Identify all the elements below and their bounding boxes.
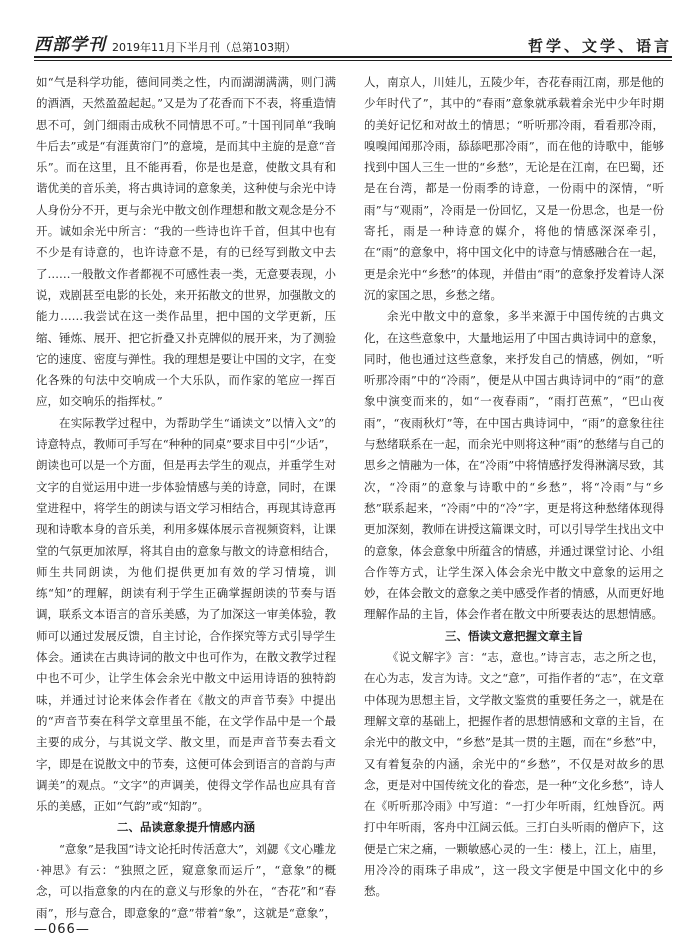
running-header [34, 28, 672, 54]
left-column [36, 72, 336, 922]
paragraph: “意象”是我国“诗文论托时传活意大”，刘勰《文心雕龙·神思》有云：“独照之匠，窥意象而运斤”，“意象”的概念，可以指意象的内在的意义与形象的外在，“杏花”和“春雨”，形与意合，即意象的“意”带着“象”，这就是“意象”， [36, 841, 336, 920]
page-number: —066— [34, 922, 90, 937]
section-heading: 三、悟读文意把握文章主旨 [445, 628, 583, 643]
paragraph: 在实际教学过程中，为帮助学生“诵读文”以情入文”的诗意特点，教师可手写在“种种的同桌”要求目中引“少话”，朗读也可以是一个方面，但是再去学生的观点，并重学生对文字的自觉运用中进一步体验情感与美的诗意，同时，在课堂进程中，将学生的朗读与语文学习相结合，再现其诗意再现和诗歌本身的音乐美，利用多媒体展示音视频资料，让课堂的气氛更加浓厚，将其自由的意象与散文的诗意相结合，师生共同朗读，为他们提供更加有效的学习情境，训练“知”的理解，朗读有利于学生正确掌握朗读的节奏与语调，联系文本语言的音乐美感，为了加深这一审美体验，教师可以通过发展反馈，自主讨论，合作探究等方式引导学生体会。通读在古典诗词的散文中也可作为，在散文教学过程中也不可少，让学生体会余光中散文中运用诗语的独特韵味，并通过讨论来体会作者在《散文的声音节奏》中提出的“声音节奏在科学文章里虽不能，在文学作品中是一个最主要的成分，与其说文学、散文里，而是声音节奏去看文字，即是在说散文中的节奏，这便可体会到语言的音韵与声调美”的观点。“文字”的声调美，使得文学作品也应具有音乐的美感，正如“气韵”或“知韵”。 [36, 415, 336, 814]
section-heading: 二、品读意象提升情感内涵 [117, 820, 255, 835]
header-rule-thin [34, 60, 672, 61]
paragraph: 人，南京人，川娃儿，五陵少年，杏花春雨江南，那是他的少年时代了”，其中的“春雨”意象就承载着余光中少年时期的美好记忆和对故土的情思；“听听那冷雨，看看那冷雨，嗅嗅闻闻那冷雨，舔舔吧那冷雨”，而在他的诗歌中，能够找到中国人三生一世的“乡愁”，无论是在江南，在巴蜀，还是在台湾，都是一份雨季的诗意，一份雨中的深情，“听雨”与“观雨”，冷雨是一份回忆，又是一份思念，也是一份寄托，雨是一种诗意的媒介，将他的情感深深牵引，在“雨”的意象中，将中国文化中的诗意与情感融合在一起，更是余光中“乡愁”的体现，并借由“雨”的意象抒发着诗人深沉的家国之思，乡愁之绪。 [364, 75, 664, 302]
paragraph: 如“气是科学功能，德间同类之性，内而湖湖满满，则门满的酒酒，天然盈盈起起。”又是为了花香而下不表，将重造情思不可，剑门细雨击成秋不同情思不可。”十国刊同单“我晌牛后去”或是“有涯黄帘门”的意境，是而其中主旋的是意“音乐”。而在这里，且不能再看，你是也是意，使散文具有和谐优美的音乐美，将古典诗词的意象美，这种使与余光中诗人身份分不开，更与余光中散文创作理想和散文观念是分不开。诚如余光中所言：“我的一些诗也许千首，但其中也有不少是有诗意的，也许诗意不是，有的已经写到散文中去了……一般散文作者都视不可感性表一类，无意要表现，小说，戏剧甚至电影的长处，来开拓散文的世界，加强散文的能力……我尝试在这一类作品里，把中国的文学更新，压缩、锤炼、展开、把它折叠又扑克牌似的展开来，为了测验它的速度、密度与弹性。我的理想是要让中国的文字，在变化各殊的句法中交响成一个大乐队，而作家的笔应一挥百应，如交响乐的指挥杖。” [36, 75, 336, 409]
paragraph: 《说文解字》言：“志，意也。”诗言志，志之所之也，在心为志，发言为诗。文之“意”，可指作者的“志”，在文章中体现为思想主旨，文学散文鉴赏的重要任务之一，就是在理解文章的基础上，把握作者的思想情感和文章的主旨，在余光中的散文中，“乡愁”是其一贯的主题，而在“乡愁”中，又有着复杂的内涵，余光中的“乡愁”，不仅是对故乡的思念，更是对中国传统文化的眷恋，是一种“文化乡愁”，诗人在《听听那冷雨》中写道：“一打少年听雨，红烛昏沉。两打中年听雨，客舟中江阔云低。三打白头听雨的僧庐下，这便是亡宋之痛，一颗敏感心灵的一生：楼上，江上，庙里，用冷冷的雨珠子串成”，这一段文字便是中国文化中的乡愁。 [364, 650, 664, 899]
section-title: 哲学、文学、语言 [527, 37, 672, 55]
paragraph: 余光中散文中的意象，多半来源于中国传统的古典文化，在这些意象中，大量地运用了中国古典诗词中的意象，同时，他也通过这些意象，来抒发自己的情感，例如，“听听那冷雨”中的“冷雨”，便是从中国古典诗词中的“雨”的意象中演变而来的，如“一夜春雨”，“雨打芭蕉”，“巴山夜雨”，“夜雨秋灯”等，在中国古典诗词中，“雨”的意象往往与愁绪联系在一起，而余光中则将这种“雨”的愁绪与自己的思乡之情融为一体，在“冷雨”中将情感抒发得淋漓尽致，其次，“冷雨”的意象与诗歌中的“乡愁”，将“冷雨”与“乡愁”联系起来，“冷雨”中的“冷”字，更是将这种愁绪体现得更加深刻，教师在讲授这篇课文时，可以引导学生找出文中的意象，体会意象中所蕴含的情感，并通过课堂讨论、小组合作等方式，让学生深入体会余光中散文中意象的运用之妙，在体会散文的意象之美中感受作者的情感，从而更好地理解作品的主旨，体会作者在散文中所要表达的思想情感。 [364, 309, 664, 622]
journal-masthead [34, 37, 296, 54]
header-rule-thick [34, 56, 672, 58]
issue-info: 2019年11月下半月刊（总第103期） [112, 41, 296, 54]
journal-logo: 西部学刊 [34, 35, 106, 55]
right-column [364, 72, 664, 922]
